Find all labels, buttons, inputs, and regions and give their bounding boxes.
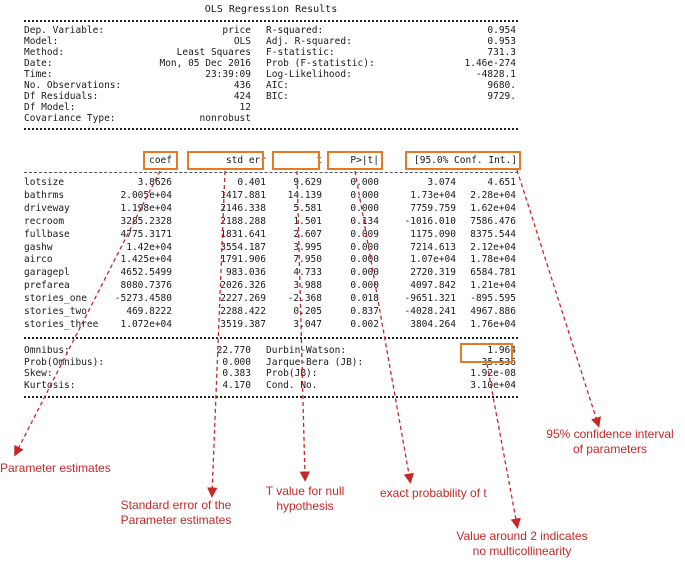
t-value: 1.501 <box>293 215 322 227</box>
annotation-dw-line1: Value around 2 indicates <box>456 529 588 543</box>
coef-value: 3.8626 <box>137 177 172 188</box>
diag-value: 0.000 <box>222 356 251 368</box>
t-value: 2.607 <box>293 228 322 240</box>
diag-label: Prob(Omnibus): <box>24 356 105 368</box>
diag-stat-label: Jarque-Bera (JB): <box>266 356 364 368</box>
annotation-t <box>250 484 360 514</box>
t-value: 3.995 <box>293 241 322 253</box>
arrow-std-err <box>212 171 225 494</box>
ci-lower: 1.73e+04 <box>410 189 456 201</box>
ci-upper: -895.595 <box>470 293 516 305</box>
ci-lower: 1.07e+04 <box>410 254 456 266</box>
ci-upper: 1.62e+04 <box>470 202 516 214</box>
summary-label: Df Residuals: <box>24 91 99 102</box>
summary-stat-label: F-statistic: <box>266 47 335 58</box>
summary-value: Mon, 05 Dec 2016 <box>159 58 251 69</box>
ci-upper: 1.76e+04 <box>470 318 516 330</box>
summary-label: Dep. Variable: <box>24 25 105 36</box>
ci-lower: 1175.090 <box>410 228 456 240</box>
diag-label: Skew: <box>24 368 53 379</box>
ci-header: [95.0% Conf. Int.] <box>414 155 517 166</box>
summary-stat-label: Log-Likelihood: <box>266 69 352 80</box>
coef-value: 1.42e+04 <box>126 241 172 253</box>
p-value: 0.134 <box>350 215 379 227</box>
t-value: 9.629 <box>293 177 322 188</box>
t-header: t <box>316 155 322 166</box>
summary-label: Model: <box>24 36 59 47</box>
t-value: 7.950 <box>293 254 322 266</box>
coef-value: 8080.7376 <box>120 280 172 292</box>
annotation-std-err <box>106 498 246 528</box>
std-err-value: 1417.881 <box>220 189 266 201</box>
ci-upper: 6584.781 <box>470 267 516 279</box>
coef-variable: recroom <box>24 215 65 227</box>
t-value: 3.988 <box>293 280 322 292</box>
ci-upper: 1.21e+04 <box>470 280 516 292</box>
coef-variable: garagepl <box>24 267 70 279</box>
coef-variable: stories_three <box>24 318 99 330</box>
std-err-value: 0.401 <box>237 177 266 188</box>
p-value: 0.000 <box>350 280 379 292</box>
diag-stat-value: 1.92e-08 <box>470 368 516 379</box>
std-err-value: 1791.906 <box>220 254 266 266</box>
p-value: 0.000 <box>350 241 379 253</box>
coef-value: 4652.5499 <box>120 267 172 279</box>
summary-label: Method: <box>24 47 65 58</box>
ci-upper: 2.12e+04 <box>470 241 516 253</box>
summary-label: Covariance Type: <box>24 113 116 124</box>
summary-value: nonrobust <box>199 113 251 124</box>
coef-variable: bathrms <box>24 189 65 201</box>
summary-stat-value: 1.46e-274 <box>464 58 516 69</box>
ci-upper: 4967.886 <box>470 306 516 317</box>
ci-upper: 8375.544 <box>470 228 516 240</box>
std-err-value: 2227.269 <box>220 293 266 305</box>
summary-label: Time: <box>24 69 53 80</box>
summary-value: 12 <box>239 102 251 113</box>
summary-value: 436 <box>233 80 251 91</box>
diag-stat-label: Cond. No. <box>266 379 318 391</box>
diag-label: Omnibus: <box>24 345 70 356</box>
summary-stat-value: 0.954 <box>487 25 516 36</box>
arrow-durbin-watson <box>487 364 517 525</box>
annotation-p: exact probability of t <box>380 486 487 500</box>
annotation-ci-line1: 95% confidence interval <box>546 427 674 441</box>
p-value: 0.009 <box>350 228 379 240</box>
coef-variable: airco <box>24 254 53 266</box>
summary-value: OLS <box>233 36 251 47</box>
diag-stat-value: 35.536 <box>481 356 516 368</box>
annotation-dw-line2: no multicollinearity <box>472 544 572 558</box>
annotation-ci <box>540 427 680 457</box>
ci-lower: -9651.321 <box>404 293 456 305</box>
std-err-value: 2288.422 <box>220 306 266 317</box>
coef-value: 2.005e+04 <box>120 189 172 201</box>
ci-lower: 3804.264 <box>410 318 456 330</box>
p-value: 0.837 <box>350 306 379 317</box>
coef-value: 3285.2328 <box>120 215 172 227</box>
ci-upper: 4.651 <box>487 177 516 188</box>
coef-variable: driveway <box>24 202 70 214</box>
summary-stat-label: Adj. R-squared: <box>266 36 352 47</box>
p-value: 0.000 <box>350 189 379 201</box>
annotation-t-line1: T value for null <box>265 484 345 498</box>
coef-variable: stories_one <box>24 293 87 305</box>
diag-stat-label: Prob(JB): <box>266 368 318 379</box>
t-value: 0.205 <box>293 306 322 317</box>
ci-upper: 1.78e+04 <box>470 254 516 266</box>
std-err-value: 1831.641 <box>220 228 266 240</box>
coef-value: 1.072e+04 <box>120 318 172 330</box>
t-value: -2.368 <box>287 293 322 305</box>
summary-label: Df Model: <box>24 102 76 113</box>
t-value: 14.139 <box>287 189 322 201</box>
coef-value: -5273.4580 <box>114 293 172 305</box>
t-value: 3.047 <box>293 318 322 330</box>
coef-variable: lotsize <box>24 177 65 188</box>
summary-stat-label: AIC: <box>266 80 289 91</box>
annotation-ci-line2: of parameters <box>572 442 648 456</box>
t-value: 4.733 <box>293 267 322 279</box>
ci-lower: 3.074 <box>427 177 456 188</box>
summary-stat-value: -4828.1 <box>475 69 516 80</box>
coef-header: coef <box>149 155 172 166</box>
coef-variable: gashw <box>24 241 53 253</box>
std-err-value: 3519.387 <box>220 318 266 330</box>
summary-label: No. Observations: <box>24 80 122 91</box>
coef-variable: prefarea <box>24 280 70 292</box>
summary-label: Date: <box>24 58 53 69</box>
arrow-ci <box>517 170 598 424</box>
diag-label: Kurtosis: <box>24 379 76 391</box>
ci-lower: -1016.010 <box>404 215 456 227</box>
ci-upper: 2.28e+04 <box>470 189 516 201</box>
summary-stat-label: BIC: <box>266 91 289 102</box>
summary-stat-value: 731.3 <box>487 47 516 58</box>
summary-stat-label: R-squared: <box>266 25 324 36</box>
coef-variable: stories_two <box>24 306 87 317</box>
ci-lower: -4028.241 <box>404 306 456 317</box>
p-value: 0.000 <box>350 202 379 214</box>
std-err-value: 2026.326 <box>220 280 266 292</box>
t-value: 5.581 <box>293 202 322 214</box>
summary-value: price <box>222 25 251 36</box>
ci-upper: 7586.476 <box>470 215 516 227</box>
summary-stat-value: 0.953 <box>487 36 516 47</box>
annotation-std-err-line2: Parameter estimates <box>120 513 232 527</box>
diag-stat-label: Durbin-Watson: <box>266 345 347 356</box>
diag-value: 22.770 <box>216 345 251 356</box>
arrow-p <box>355 171 410 480</box>
coef-value: 1.425e+04 <box>120 254 172 266</box>
arrow-t <box>297 171 305 478</box>
coef-variable: fullbase <box>24 228 70 240</box>
coef-value: 469.8222 <box>126 306 172 317</box>
p-value: 0.000 <box>350 267 379 279</box>
std-err-value: 3554.187 <box>220 241 266 253</box>
summary-stat-value: 9680. <box>487 80 516 91</box>
p-value: 0.000 <box>350 254 379 266</box>
annotation-t-line2: hypothesis <box>276 499 334 513</box>
coef-value: 4775.3171 <box>120 228 172 240</box>
std-err-value: 983.036 <box>225 267 266 279</box>
p-header: P>|t| <box>350 155 379 166</box>
summary-stat-label: Prob (F-statistic): <box>266 58 375 69</box>
coef-value: 1.198e+04 <box>120 202 172 214</box>
diag-value: 0.383 <box>222 368 251 379</box>
p-value: 0.018 <box>350 293 379 305</box>
p-value: 0.002 <box>350 318 379 330</box>
diag-stat-value: 3.10e+04 <box>470 379 516 391</box>
ci-lower: 4097.842 <box>410 280 456 292</box>
arrow-coef <box>16 171 160 453</box>
summary-stat-value: 9729. <box>487 91 516 102</box>
diag-stat-value: 1.964 <box>487 345 516 356</box>
std-err-value: 2146.338 <box>220 202 266 214</box>
summary-value: 23:39:09 <box>205 69 251 80</box>
std-err-header: std err <box>225 155 266 166</box>
results-title: OLS Regression Results <box>204 4 338 15</box>
annotation-coef: Parameter estimates <box>0 461 111 475</box>
diag-value: 4.170 <box>222 379 251 391</box>
annotation-std-err-line1: Standard error of the <box>120 498 232 512</box>
ci-lower: 7214.613 <box>410 241 456 253</box>
annotation-durbin-watson <box>448 529 596 559</box>
summary-value: Least Squares <box>176 47 251 58</box>
ci-lower: 7759.759 <box>410 202 456 214</box>
ci-lower: 2720.319 <box>410 267 456 279</box>
p-value: 0.000 <box>350 177 379 188</box>
std-err-value: 2188.288 <box>220 215 266 227</box>
summary-value: 424 <box>233 91 251 102</box>
